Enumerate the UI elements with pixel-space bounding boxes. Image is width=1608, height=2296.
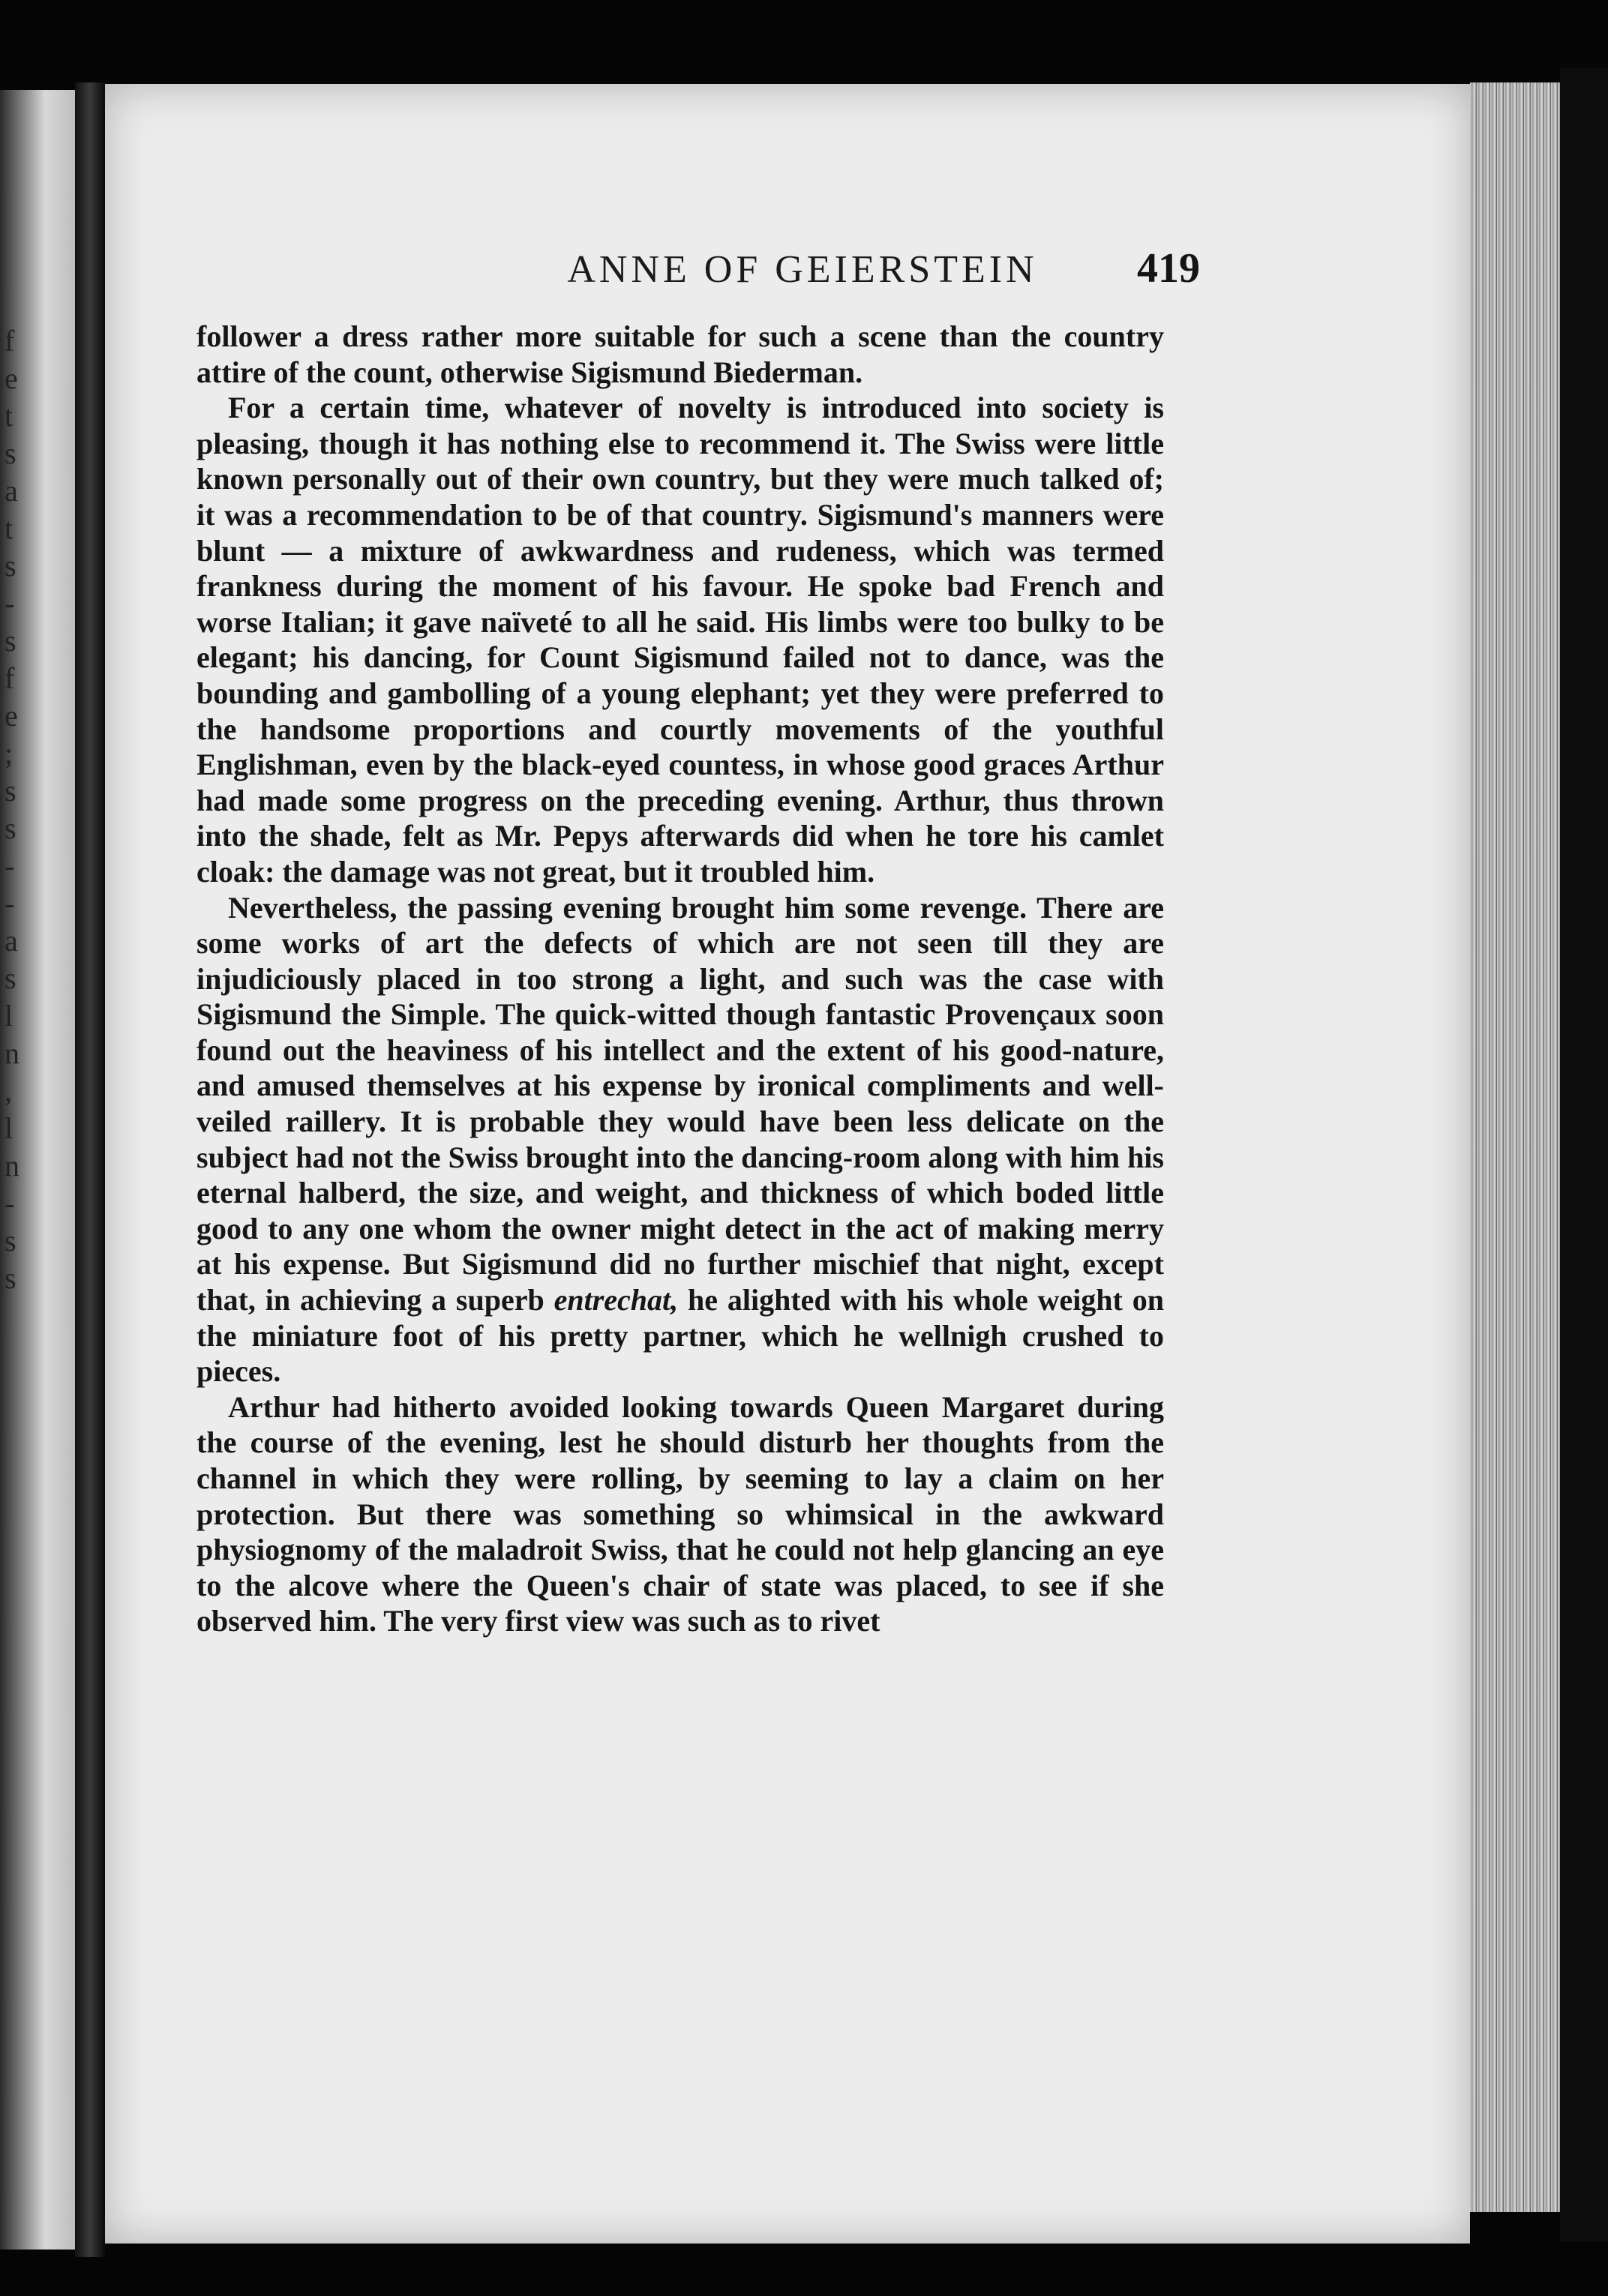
- paragraph: [196, 890, 1164, 1389]
- running-head: ANNE OF GEIERSTEIN: [567, 248, 1038, 291]
- facing-page-fragment: l: [4, 1111, 14, 1145]
- facing-page-fragment: s: [4, 1224, 16, 1257]
- facing-page-fragment: -: [4, 849, 15, 883]
- facing-page-fragment: s: [4, 436, 16, 470]
- facing-page-fragment: n: [4, 1149, 20, 1182]
- facing-page-fragment: s: [4, 961, 16, 995]
- paragraph: Arthur had hitherto avoided looking towards Queen Margaret during the course of the evening, lest he should disturb her thoughts from the channel in which they were rolling, by seeming to lay a claim on her protection. But there was something so whimsical in the awkward physiognomy of the maladroit Swiss, that he could not help glancing an eye to the alcove where the Queen's chair of state was placed, to see if she observed him. The very first view was such as to rivet: [196, 1389, 1164, 1638]
- facing-page-fragment: s: [4, 549, 16, 583]
- facing-page-fragment: s: [4, 624, 16, 658]
- paragraph-text: Nevertheless, the passing evening brought him some revenge. There are some works of art the defects of which are not seen till they are injudiciously placed in too strong a light, and such was the case with Sigismund the Simple. The quick-witted though fantastic Provençaux soon found out the heaviness of his intellect and the extent of his good-nature, and amused themselves at his expense by ironical compliments and well-veiled raillery. It is probable they would have been less delicate on the subject had not the Swiss brought into the dancing-room along with him his eternal halberd, the size, and weight, and thickness of which boded little good to any one whom the owner might detect in the act of making merry at his expense. But Sigismund did no further mischief that night, except that, in achieving a superb: [196, 890, 1164, 1317]
- paragraph: For a certain time, whatever of novelty is introduced into society is pleasing, though it has nothing else to recommend it. The Swiss were little known personally out of their own country, but they were much talked of; it was a recommendation to be of that country. Sigismund's manners were blunt — a mixture of awkwardness and rudeness, which was termed frankness during the moment of his favour. He spoke bad French and worse Italian; it gave naïveté to all he said. His limbs were too bulky to be elegant; his dancing, for Count Sigismund failed not to dance, was the bounding and gambolling of a young elephant; yet they were preferred to the handsome proportions and courtly movements of the youthful Englishman, even by the black-eyed countess, in whose good graces Arthur had made some progress on the preceding evening. Arthur, thus thrown into the shade, felt as Mr. Pepys afterwards did when he tore his camlet cloak: the damage was not great, but it troubled him.: [196, 391, 1164, 889]
- italic-term: entrechat,: [554, 1283, 679, 1317]
- facing-page-fragment: e: [4, 699, 18, 733]
- facing-page-text-fragments: [4, 322, 34, 1297]
- book-gutter: [75, 82, 105, 2257]
- facing-page-fragment: l: [4, 999, 14, 1033]
- facing-page-fragment: -: [4, 1186, 15, 1220]
- page-fore-edge: [1470, 82, 1560, 2212]
- facing-page-fragment: a: [4, 474, 18, 508]
- facing-page-fragment: -: [4, 886, 15, 920]
- facing-page-fragment: s: [4, 774, 16, 808]
- paragraph-text: he alighted with his whole weight on the miniature foot of his pretty partner, which he wellnigh crushed to pieces.: [196, 1283, 1164, 1389]
- facing-page-fragment: ,: [4, 1074, 12, 1108]
- page-number: 419: [1137, 245, 1200, 292]
- body-text: [196, 319, 1164, 1639]
- facing-page-fragment: s: [4, 811, 16, 845]
- scan-border: [1560, 67, 1608, 2242]
- facing-page-fragment: f: [4, 661, 15, 695]
- facing-page-fragment: s: [4, 1261, 16, 1295]
- facing-page-fragment: t: [4, 511, 14, 545]
- facing-page-fragment: t: [4, 399, 14, 433]
- facing-page-fragment: ;: [4, 736, 14, 770]
- facing-page-fragment: n: [4, 1036, 20, 1070]
- facing-page-fragment: -: [4, 586, 15, 620]
- facing-page-fragment: f: [4, 324, 15, 358]
- paragraph: follower a dress rather more suitable for such a scene than the country attire of the count, otherwise Sigismund Biederman.: [196, 319, 1164, 389]
- facing-page-fragment: e: [4, 361, 18, 395]
- facing-page-fragment: a: [4, 924, 18, 958]
